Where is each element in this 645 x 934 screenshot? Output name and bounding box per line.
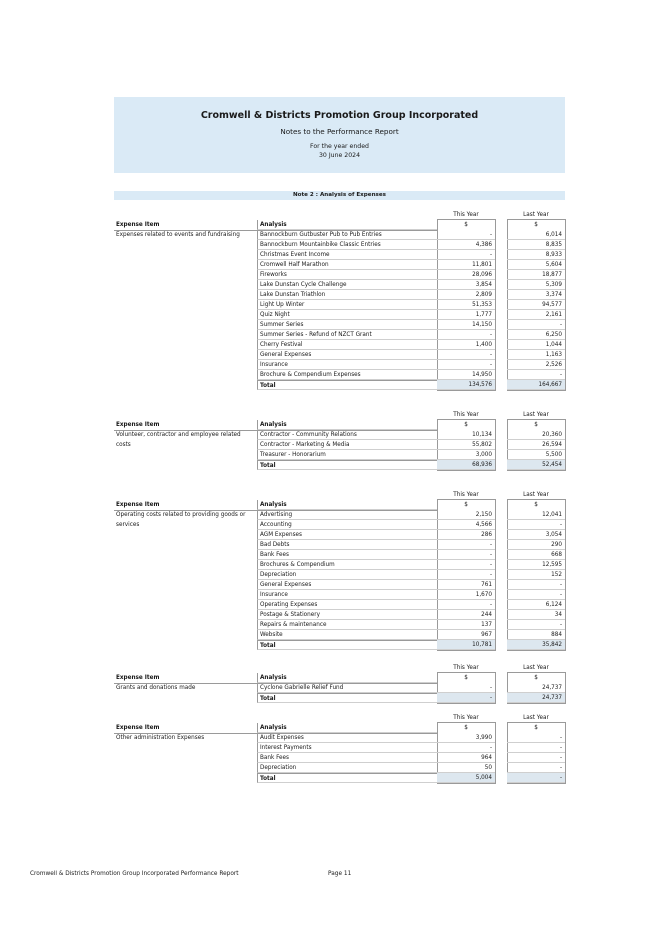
expense-section bbox=[114, 491, 565, 661]
dollar-header: $ bbox=[534, 422, 538, 428]
this-year-value: 137 bbox=[437, 620, 495, 630]
expense-category: Grants and donations made bbox=[116, 685, 196, 691]
last-year-value: - bbox=[507, 590, 565, 600]
this-year-value: 2,809 bbox=[437, 290, 495, 300]
this-year-value: - bbox=[437, 250, 495, 260]
analysis-item: Repairs & maintenance bbox=[257, 620, 437, 630]
this-year-value: 3,990 bbox=[437, 733, 495, 743]
dollar-header: $ bbox=[464, 675, 468, 681]
period-text bbox=[114, 142, 565, 160]
this-year-value: 10,134 bbox=[437, 430, 495, 440]
analysis-item: Bank Fees bbox=[257, 753, 437, 763]
analysis-item: Brochures & Compendium bbox=[257, 560, 437, 570]
last-year-value: 6,014 bbox=[507, 230, 565, 240]
analysis-item: Insurance bbox=[257, 360, 437, 370]
last-year-value: 12,041 bbox=[507, 510, 565, 520]
last-year-header: Last Year bbox=[523, 412, 549, 418]
this-year-value: 51,353 bbox=[437, 300, 495, 310]
last-year-header: Last Year bbox=[523, 492, 549, 498]
dollar-header: $ bbox=[534, 725, 538, 731]
this-year-value: - bbox=[437, 570, 495, 580]
analysis-item: Bannockburn Gutbuster Pub to Pub Entries bbox=[257, 230, 437, 240]
this-year-value: 1,777 bbox=[437, 310, 495, 320]
last-year-value: - bbox=[507, 753, 565, 763]
expense-item-header: Expense Item bbox=[116, 502, 160, 508]
last-year-value: - bbox=[507, 370, 565, 380]
analysis-item: Summer Series bbox=[257, 320, 437, 330]
expense-item-header: Expense Item bbox=[116, 675, 160, 681]
analysis-item: Bank Fees bbox=[257, 550, 437, 560]
total-label: Total bbox=[257, 773, 437, 783]
last-year-value: 94,577 bbox=[507, 300, 565, 310]
last-year-value: 3,054 bbox=[507, 530, 565, 540]
this-year-value: 14,950 bbox=[437, 370, 495, 380]
analysis-item: Fireworks bbox=[257, 270, 437, 280]
last-year-value: 34 bbox=[507, 610, 565, 620]
last-year-value: 290 bbox=[507, 540, 565, 550]
expense-section bbox=[114, 411, 565, 481]
dollar-header: $ bbox=[464, 422, 468, 428]
this-year-value: - bbox=[437, 600, 495, 610]
footer-page-number: Page 11 bbox=[328, 871, 352, 877]
analysis-item: Cyclone Gabrielle Relief Fund bbox=[257, 683, 437, 693]
analysis-item: Brochure & Compendium Expenses bbox=[257, 370, 437, 380]
last-year-total: 35,842 bbox=[507, 640, 565, 650]
this-year-value: 286 bbox=[437, 530, 495, 540]
this-year-total: 5,004 bbox=[437, 773, 495, 783]
analysis-item: Cromwell Half Marathon bbox=[257, 260, 437, 270]
last-year-value: 668 bbox=[507, 550, 565, 560]
expense-item-header: Expense Item bbox=[116, 725, 160, 731]
last-year-value: 8,933 bbox=[507, 250, 565, 260]
this-year-header: This Year bbox=[453, 492, 479, 498]
analysis-header: Analysis bbox=[257, 673, 437, 683]
analysis-item: Lake Dunstan Cycle Challenge bbox=[257, 280, 437, 290]
expense-section bbox=[114, 714, 565, 794]
last-year-value: 152 bbox=[507, 570, 565, 580]
this-year-value: 244 bbox=[437, 610, 495, 620]
last-year-total: 52,454 bbox=[507, 460, 565, 470]
last-year-total: 24,737 bbox=[507, 693, 565, 703]
last-year-header: Last Year bbox=[523, 715, 549, 721]
analysis-item: Operating Expenses bbox=[257, 600, 437, 610]
expense-category: Expenses related to events and fundraising bbox=[116, 232, 240, 238]
last-year-value: 5,604 bbox=[507, 260, 565, 270]
this-year-value: 761 bbox=[437, 580, 495, 590]
analysis-item: Christmas Event Income bbox=[257, 250, 437, 260]
this-year-value: 4,386 bbox=[437, 240, 495, 250]
this-year-value: 4,566 bbox=[437, 520, 495, 530]
this-year-value: - bbox=[437, 683, 495, 693]
analysis-item: Treasurer - Honorarium bbox=[257, 450, 437, 460]
this-year-header: This Year bbox=[453, 715, 479, 721]
this-year-value: 50 bbox=[437, 763, 495, 773]
this-year-value: - bbox=[437, 230, 495, 240]
dollar-header: $ bbox=[534, 502, 538, 508]
last-year-value: 884 bbox=[507, 630, 565, 640]
last-year-value: 5,309 bbox=[507, 280, 565, 290]
total-label: Total bbox=[257, 693, 437, 703]
analysis-item: Quiz Night bbox=[257, 310, 437, 320]
analysis-item: Light Up Winter bbox=[257, 300, 437, 310]
analysis-header: Analysis bbox=[257, 500, 437, 510]
period-line-2: 30 June 2024 bbox=[318, 152, 361, 159]
this-year-total: - bbox=[437, 693, 495, 703]
expense-category: Other administration Expenses bbox=[116, 735, 205, 741]
this-year-value: 55,802 bbox=[437, 440, 495, 450]
organisation-title: Cromwell & Districts Promotion Group Incorporated bbox=[200, 110, 479, 121]
last-year-value: 12,595 bbox=[507, 560, 565, 570]
this-year-total: 134,576 bbox=[437, 380, 495, 390]
this-year-value: 2,150 bbox=[437, 510, 495, 520]
last-year-header: Last Year bbox=[523, 665, 549, 671]
total-label: Total bbox=[257, 640, 437, 650]
this-year-value: 1,400 bbox=[437, 340, 495, 350]
this-year-total: 10,781 bbox=[437, 640, 495, 650]
note-title: Note 2 : Analysis of Expenses bbox=[114, 191, 565, 200]
last-year-value: - bbox=[507, 743, 565, 753]
expense-section bbox=[114, 211, 565, 401]
last-year-value: 26,594 bbox=[507, 440, 565, 450]
dollar-header: $ bbox=[534, 675, 538, 681]
last-year-total: 164,667 bbox=[507, 380, 565, 390]
last-year-header: Last Year bbox=[523, 212, 549, 218]
this-year-value: 28,096 bbox=[437, 270, 495, 280]
report-subtitle: Notes to the Performance Report bbox=[280, 127, 399, 136]
this-year-value: - bbox=[437, 330, 495, 340]
this-year-value: - bbox=[437, 540, 495, 550]
last-year-value: - bbox=[507, 763, 565, 773]
analysis-item: Depreciation bbox=[257, 570, 437, 580]
last-year-value: - bbox=[507, 733, 565, 743]
last-year-total: - bbox=[507, 773, 565, 783]
period-line-1: For the year ended bbox=[310, 143, 369, 150]
analysis-item: Lake Dunstan Triathlon bbox=[257, 290, 437, 300]
last-year-value: 2,526 bbox=[507, 360, 565, 370]
last-year-value: 3,374 bbox=[507, 290, 565, 300]
last-year-value: 18,877 bbox=[507, 270, 565, 280]
dollar-header: $ bbox=[464, 725, 468, 731]
analysis-item: Advertising bbox=[257, 510, 437, 520]
analysis-item: Bannockburn Mountainbike Classic Entries bbox=[257, 240, 437, 250]
this-year-value: 967 bbox=[437, 630, 495, 640]
analysis-header: Analysis bbox=[257, 220, 437, 230]
last-year-value: 5,500 bbox=[507, 450, 565, 460]
analysis-header: Analysis bbox=[257, 420, 437, 430]
this-year-value: 1,670 bbox=[437, 590, 495, 600]
this-year-value: - bbox=[437, 350, 495, 360]
total-label: Total bbox=[257, 380, 437, 390]
last-year-value: 8,835 bbox=[507, 240, 565, 250]
footer-report-name: Cromwell & Districts Promotion Group Incorporated Performance Report bbox=[30, 871, 239, 877]
this-year-total: 68,936 bbox=[437, 460, 495, 470]
analysis-item: Contractor - Community Relations bbox=[257, 430, 437, 440]
analysis-item: Cherry Festival bbox=[257, 340, 437, 350]
last-year-value: 1,044 bbox=[507, 340, 565, 350]
analysis-item: Interest Payments bbox=[257, 743, 437, 753]
last-year-value: - bbox=[507, 580, 565, 590]
analysis-item: Website bbox=[257, 630, 437, 640]
analysis-item: Postage & Stationery bbox=[257, 610, 437, 620]
analysis-item: General Expenses bbox=[257, 350, 437, 360]
dollar-header: $ bbox=[534, 222, 538, 228]
this-year-header: This Year bbox=[453, 412, 479, 418]
analysis-item: AGM Expenses bbox=[257, 530, 437, 540]
analysis-item: Insurance bbox=[257, 590, 437, 600]
last-year-value: 20,360 bbox=[507, 430, 565, 440]
analysis-item: Audit Expenses bbox=[257, 733, 437, 743]
dollar-header: $ bbox=[464, 222, 468, 228]
this-year-value: 11,801 bbox=[437, 260, 495, 270]
expense-section bbox=[114, 664, 565, 714]
this-year-value: 3,854 bbox=[437, 280, 495, 290]
last-year-value: 1,163 bbox=[507, 350, 565, 360]
this-year-value: 3,000 bbox=[437, 450, 495, 460]
this-year-value: - bbox=[437, 360, 495, 370]
this-year-value: - bbox=[437, 560, 495, 570]
report-header bbox=[114, 97, 565, 173]
last-year-value: 24,737 bbox=[507, 683, 565, 693]
analysis-item: General Expenses bbox=[257, 580, 437, 590]
analysis-item: Depreciation bbox=[257, 763, 437, 773]
expense-item-header: Expense Item bbox=[116, 422, 160, 428]
analysis-header: Analysis bbox=[257, 723, 437, 733]
last-year-value: - bbox=[507, 320, 565, 330]
last-year-value: 6,124 bbox=[507, 600, 565, 610]
analysis-item: Summer Series - Refund of NZCT Grant bbox=[257, 330, 437, 340]
this-year-value: - bbox=[437, 743, 495, 753]
this-year-header: This Year bbox=[453, 212, 479, 218]
this-year-value: - bbox=[437, 550, 495, 560]
last-year-value: - bbox=[507, 620, 565, 630]
dollar-header: $ bbox=[464, 502, 468, 508]
expense-category: Volunteer, contractor and employee related costs bbox=[116, 432, 241, 448]
this-year-value: 14,150 bbox=[437, 320, 495, 330]
expense-category: Operating costs related to providing goods or services bbox=[116, 512, 246, 528]
analysis-item: Bad Debts bbox=[257, 540, 437, 550]
last-year-value: - bbox=[507, 520, 565, 530]
total-label: Total bbox=[257, 460, 437, 470]
analysis-item: Accounting bbox=[257, 520, 437, 530]
last-year-value: 6,250 bbox=[507, 330, 565, 340]
analysis-item: Contractor - Marketing & Media bbox=[257, 440, 437, 450]
last-year-value: 2,161 bbox=[507, 310, 565, 320]
this-year-value: 964 bbox=[437, 753, 495, 763]
expense-item-header: Expense Item bbox=[116, 222, 160, 228]
this-year-header: This Year bbox=[453, 665, 479, 671]
